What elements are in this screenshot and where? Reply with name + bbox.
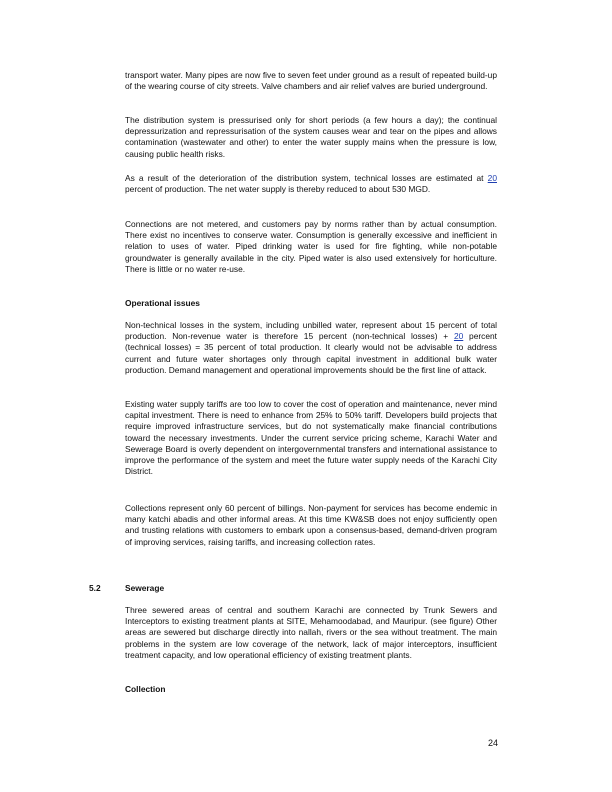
paragraph-text: Connections are not metered, and customers pay by norms rather than by actual consumption. There exist no incentives to conserve water. Consumption is generally excessive and inefficient in relation to uses of water. Piped drinking water is used for fire fighting, while non-potable groundwater is generally available in the city. Piped water is also used extensively for horticulture. There is little or no water re-use. <box>125 219 497 274</box>
paragraph-text <box>125 173 497 195</box>
paragraph-non-technical-losses <box>125 320 497 376</box>
text-span: percent (technical losses) = 35 percent of total production. It clearly would not be advisable to address current and future water shortages only through capital investment in additional bulk water production. Demand management and operational improvements should be the first line of attack. <box>125 331 497 375</box>
paragraph-sewered-areas <box>125 605 497 661</box>
paragraph-text: Existing water supply tariffs are too low to cover the cost of operation and maintenance, never mind capital investment. There is need to enhance from 25% to 50% tariff. Developers build projects that require improved infrastructure services, but do not systematically make financial contributions toward the necessary investments. Under the current service pricing scheme, Karachi Water and Sewerage Board is overly dependent on intergovernmental transfers and international assistance to improve the performance of the system and meet the future water supply needs of the Karachi City District. <box>125 399 497 477</box>
paragraph-text: Three sewered areas of central and southern Karachi are connected by Trunk Sewers and Interceptors to existing treatment plants at SITE, Mehamoodabad, and Mauripur. (see figure) Other areas are sewered but discharge directly into nallah, rivers or the sea without treatment. The main problems in the system are low coverage of the network, lack of major interceptors, insufficient treatment capacity, and low operational efficiency of existing treatment plants. <box>125 605 497 660</box>
page-number: 24 <box>488 738 499 748</box>
paragraph-text: The distribution system is pressurised only for short periods (a few hours a day); the continual depressurization and repressurisation of the system causes wear and tear on the pipes and allows contamination (wastewater and other) to enter the water supply mains when the pressure is low, causing public health risks. <box>125 115 497 159</box>
text-span: Non-technical losses in the system, including unbilled water, represent about 15 percent of total production. Non-revenue water is therefore 15 percent (non-technical losses) + <box>125 320 497 342</box>
paragraph-text <box>125 320 497 376</box>
text-span: As a result of the deterioration of the distribution system, technical losses are estimated at <box>125 173 488 183</box>
heading-collection: Collection <box>125 684 166 694</box>
text-span: percent of production. The net water supply is thereby reduced to about 530 MGD. <box>125 184 431 195</box>
link-20[interactable]: 20 <box>453 331 464 342</box>
paragraph-text: transport water. Many pipes are now five to seven feet under ground as a result of repeated build-up of the wearing course of city streets. Valve chambers and air relief valves are buried underground. <box>125 70 497 92</box>
heading-operational-issues: Operational issues <box>125 298 200 308</box>
paragraph-collections <box>125 503 497 548</box>
section-number: 5.2 <box>89 583 101 593</box>
paragraph-connections-not-metered <box>125 219 497 275</box>
paragraph-pipes-underground <box>125 70 497 92</box>
paragraph-pressurised <box>125 115 497 160</box>
paragraph-tariffs <box>125 399 497 477</box>
paragraph-text: Collections represent only 60 percent of billings. Non-payment for services has become endemic in many katchi abadis and other informal areas. At this time KW&SB does not enjoy sufficiently open and trusting relations with customers to embark upon a consensus-based, demand-driven program of improving services, raising tariffs, and increasing collection rates. <box>125 503 497 547</box>
section-title: Sewerage <box>125 583 165 593</box>
paragraph-technical-losses <box>125 173 497 195</box>
link-20[interactable]: 20 <box>487 173 497 183</box>
